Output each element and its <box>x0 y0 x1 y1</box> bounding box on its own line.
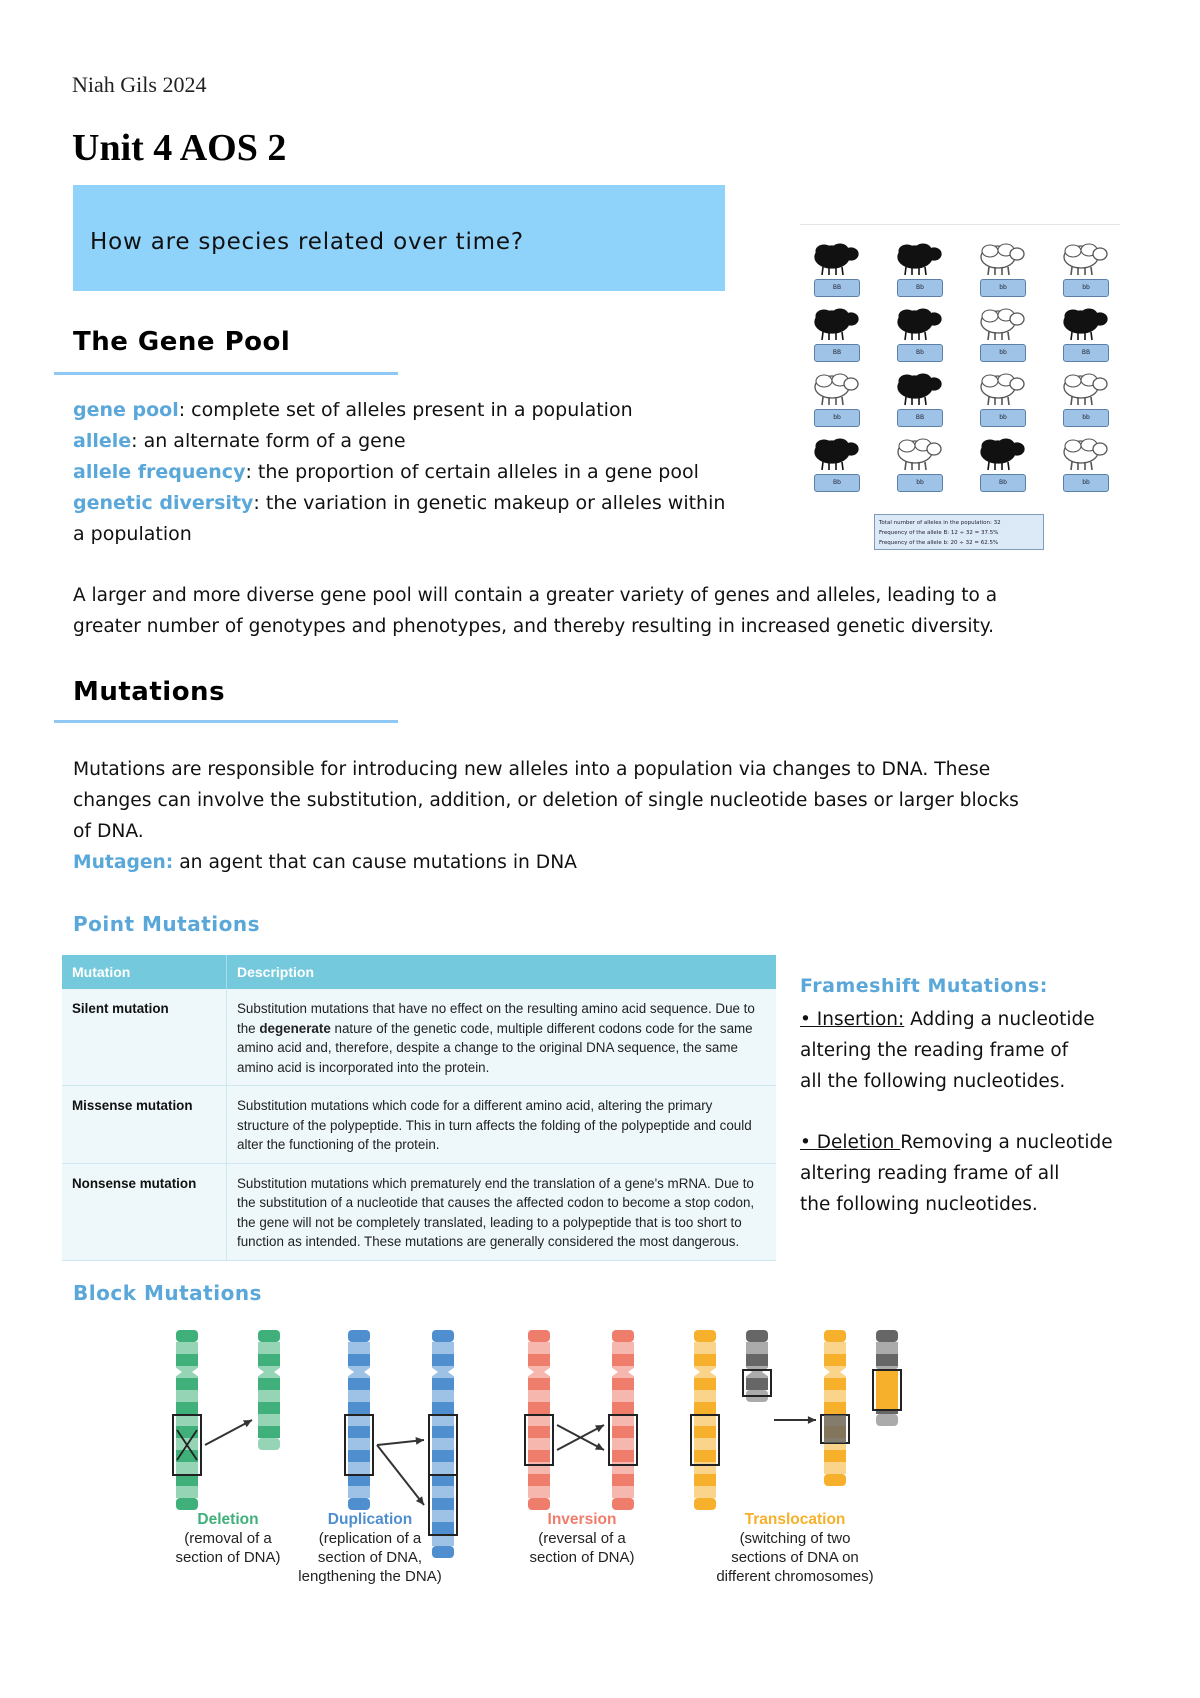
chromosome-band <box>694 1438 716 1450</box>
genotype-label: Bb <box>814 474 860 492</box>
chromosome-band <box>348 1498 370 1510</box>
chromosome-band <box>694 1330 716 1342</box>
deletion-result-chromosome <box>257 1330 281 1450</box>
chromosome-band <box>694 1354 716 1366</box>
inversion-original-chromosome <box>527 1330 551 1510</box>
chromosome-band <box>258 1426 280 1438</box>
genotype-label: bb <box>980 409 1026 427</box>
chromosome-band <box>824 1354 846 1366</box>
chromosome-band <box>348 1378 370 1390</box>
definition-allele-frequency: allele frequency: the proportion of certain alleles in a gene pool <box>73 461 699 483</box>
chromosome-band <box>432 1462 454 1474</box>
chromosome-band <box>612 1402 634 1414</box>
chromosome-band <box>612 1486 634 1498</box>
mutations-heading: Mutations <box>73 677 226 707</box>
gene-pool-heading: The Gene Pool <box>73 327 291 357</box>
sheep-black-icon <box>893 367 949 429</box>
chromosome-band <box>746 1354 768 1366</box>
definition-genetic-diversity: genetic diversity: the variation in genetic makeup or alleles within <box>73 492 726 514</box>
genotype-label: BB <box>897 409 943 427</box>
chromosome-band <box>612 1354 634 1366</box>
chromosome-band <box>694 1378 716 1390</box>
genotype-label: Bb <box>897 279 943 297</box>
chromosome-band <box>612 1378 634 1390</box>
chromosome-band <box>528 1354 550 1366</box>
chromosome-band <box>348 1426 370 1438</box>
chromosome-band <box>612 1426 634 1438</box>
chromosome-band <box>258 1402 280 1414</box>
genotype-label: bb <box>1063 279 1109 297</box>
definition-gene-pool: gene pool: complete set of alleles present in a population <box>73 399 633 421</box>
chromosome-band <box>694 1402 716 1414</box>
translocation-chromosome-1 <box>693 1330 717 1510</box>
definition-allele: allele: an alternate form of a gene <box>73 430 406 452</box>
chromosome-band <box>176 1330 198 1342</box>
chromosome-band <box>432 1354 454 1366</box>
chromosome-band <box>176 1390 198 1402</box>
chromosome-band <box>348 1354 370 1366</box>
chromosome-band <box>176 1486 198 1498</box>
chromosome-band <box>612 1330 634 1342</box>
mutations-underline <box>54 720 398 723</box>
page-title: Unit 4 AOS 2 <box>72 127 287 169</box>
chromosome-band <box>694 1474 716 1486</box>
chromosome-band <box>824 1342 846 1354</box>
chromosome-band <box>876 1414 898 1426</box>
chromosome-band <box>694 1390 716 1402</box>
chromosome-band <box>528 1426 550 1438</box>
sheep-black-icon <box>1059 302 1115 364</box>
chromosome-band <box>612 1450 634 1462</box>
caption-duplication: Duplication (replication of a section of DNA, lengthening the DNA) <box>298 1511 442 1585</box>
sheep-white-icon <box>1059 432 1115 494</box>
chromosome-band <box>876 1342 898 1354</box>
chromosome-band <box>432 1342 454 1354</box>
genotype-label: bb <box>980 279 1026 297</box>
chromosome-band <box>612 1462 634 1474</box>
sheep-black-icon <box>810 302 866 364</box>
genotype-label: BB <box>1063 344 1109 362</box>
point-mutations-heading: Point Mutations <box>73 912 261 936</box>
column-header-description: Description <box>227 955 777 989</box>
chromosome-band <box>528 1498 550 1510</box>
chromosome-band <box>432 1402 454 1414</box>
caption-translocation: Translocation (switching of two sections of DNA on different chromosomes) <box>716 1511 874 1585</box>
inversion-result-chromosome <box>611 1330 635 1510</box>
chromosome-band <box>432 1450 454 1462</box>
sheep-white-icon <box>810 367 866 429</box>
chromosome-band <box>258 1342 280 1354</box>
chromosome-band <box>876 1330 898 1342</box>
chromosome-band <box>432 1426 454 1438</box>
chromosome-band <box>528 1330 550 1342</box>
frameshift-section: Frameshift Mutations: • Insertion: Adding a nucleotide altering the reading frame of all the following nucleotides. • Deletion Removing a nucleotide altering reading frame of all the following nucleotides. <box>800 971 1190 1220</box>
frameshift-heading: Frameshift Mutations: <box>800 975 1048 997</box>
chromosome-band <box>432 1498 454 1510</box>
definition-continuation: a population <box>73 523 192 545</box>
chromosome-band <box>824 1330 846 1342</box>
definitions-list <box>73 395 793 550</box>
chromosome-band <box>612 1498 634 1510</box>
sheep-white-icon <box>976 237 1032 299</box>
sheep-black-icon <box>810 237 866 299</box>
genotype-label: Bb <box>980 474 1026 492</box>
chromosome-band <box>612 1474 634 1486</box>
insertion-definition: • Insertion: Adding a nucleotide <box>800 1009 1095 1030</box>
genotype-label: bb <box>980 344 1026 362</box>
chromosome-band <box>348 1330 370 1342</box>
chromosome-band <box>432 1330 454 1342</box>
caption-inversion: Inversion (reversal of a section of DNA) <box>529 1511 635 1566</box>
sheep-black-icon <box>976 432 1032 494</box>
question-banner <box>73 185 725 291</box>
mutagen-definition: Mutagen: an agent that can cause mutations in DNA <box>73 852 577 873</box>
sheep-figure-top-line <box>800 224 1120 225</box>
chromosome-band <box>694 1486 716 1498</box>
chromosome-band <box>528 1438 550 1450</box>
chromosome-band <box>746 1342 768 1354</box>
chromosome-band <box>348 1390 370 1402</box>
chromosome-band <box>258 1354 280 1366</box>
chromosome-band <box>176 1498 198 1510</box>
chromosome-band <box>432 1438 454 1450</box>
chromosome-band <box>824 1462 846 1474</box>
sheep-white-icon <box>976 367 1032 429</box>
chromosome-band <box>348 1342 370 1354</box>
chromosome-band <box>528 1462 550 1474</box>
genotype-label: bb <box>1063 474 1109 492</box>
genotype-label: bb <box>814 409 860 427</box>
table-row: Silent mutation Substitution mutations that have no effect on the resulting amino acid sequence. Due to the degenerate nature of the genetic code, multiple different codons code for the same amino acid and, therefore, despite a change to the original DNA sequence, the same amino acid is incorporated into the protein. <box>62 989 776 1086</box>
chromosome-band <box>258 1438 280 1450</box>
chromosome-band <box>528 1474 550 1486</box>
swapped-grey-segment <box>824 1415 846 1443</box>
chromosome-band <box>432 1486 454 1498</box>
chromosome-band <box>612 1390 634 1402</box>
chromosome-band <box>746 1330 768 1342</box>
chromosome-band <box>824 1390 846 1402</box>
chromosome-band <box>348 1402 370 1414</box>
mutations-paragraph: Mutations are responsible for introducing new alleles into a population via changes to DNA. These changes can involve the substitution, addition, or deletion of single nucleotide bases or larger blocks of DNA. Mutagen: an agent that can cause mutations in DNA <box>73 754 1188 878</box>
chromosome-band <box>824 1474 846 1486</box>
sheep-allele-figure <box>800 224 1120 556</box>
sheep-black-icon <box>893 237 949 299</box>
table-row: Missense mutation Substitution mutations which code for a different amino acid, altering the primary structure of the polypeptide. This in turn affects the folding of the polypeptide and could alter the functioning of the protein. <box>62 1086 776 1164</box>
chromosome-band <box>258 1378 280 1390</box>
chromosome-band <box>176 1462 198 1474</box>
chromosome-band <box>612 1342 634 1354</box>
sheep-black-icon <box>810 432 866 494</box>
point-mutations-table <box>62 955 776 1261</box>
author-name: Niah Gils 2024 <box>72 72 207 97</box>
block-mutations-heading: Block Mutations <box>73 1281 262 1305</box>
chromosome-band <box>746 1378 768 1390</box>
genotype-label: bb <box>897 474 943 492</box>
chromosome-band <box>528 1378 550 1390</box>
sheep-black-icon <box>893 302 949 364</box>
deletion-original-chromosome <box>175 1330 199 1510</box>
sheep-white-icon <box>976 302 1032 364</box>
duplication-original-chromosome <box>347 1330 371 1510</box>
banner-text: How are species related over time? <box>90 229 524 255</box>
chromosome-band <box>432 1378 454 1390</box>
genotype-label: Bb <box>897 344 943 362</box>
genotype-label: bb <box>1063 409 1109 427</box>
chromosome-band <box>694 1426 716 1438</box>
chromosome-band <box>432 1390 454 1402</box>
chromosome-band <box>694 1462 716 1474</box>
sheep-white-icon <box>893 432 949 494</box>
chromosome-band <box>694 1342 716 1354</box>
chromosome-band <box>612 1438 634 1450</box>
chromosome-band <box>348 1462 370 1474</box>
sheep-white-icon <box>1059 237 1115 299</box>
column-header-mutation: Mutation <box>62 955 227 989</box>
chromosome-band <box>528 1402 550 1414</box>
chromosome-band <box>694 1498 716 1510</box>
chromosome-band <box>528 1450 550 1462</box>
genotype-label: BB <box>814 279 860 297</box>
caption-deletion: Deletion (removal of a section of DNA) <box>175 1511 281 1566</box>
chromosome-band <box>348 1486 370 1498</box>
genotype-label: BB <box>814 344 860 362</box>
chromosome-band <box>528 1342 550 1354</box>
chromosome-band <box>824 1378 846 1390</box>
gene-pool-underline <box>54 372 398 375</box>
chromosome-band <box>176 1354 198 1366</box>
chromosome-band <box>258 1390 280 1402</box>
table-row: Nonsense mutation Substitution mutations which prematurely end the translation of a gene's mRNA. Due to the substitution of a nucleotide that causes the affected codon to become a stop codon, the gene will not be completely translated, leading to a polypeptide that is too short to function as intended. These mutations are generally considered the most dangerous. <box>62 1163 776 1260</box>
allele-frequency-box: Total number of alleles in the population: 32 Frequency of the allele B: 12 ÷ 32 = 37.5% Frequency of the allele b: 20 ÷ 32 = 62.5% <box>874 514 1044 550</box>
gene-pool-paragraph: A larger and more diverse gene pool will contain a greater variety of genes and alleles, leading to a greater number of genotypes and phenotypes, and thereby resulting in increased genetic diversity. <box>73 585 998 637</box>
chromosome-band <box>694 1450 716 1462</box>
chromosome-band <box>258 1330 280 1342</box>
chromosome-band <box>176 1378 198 1390</box>
chromosome-band <box>824 1402 846 1414</box>
swapped-yellow-segment <box>876 1370 898 1410</box>
chromosome-band <box>258 1414 280 1426</box>
chromosome-band <box>176 1402 198 1414</box>
table-header-row <box>62 955 776 989</box>
translocation-result-1 <box>823 1330 847 1486</box>
arrow-head <box>808 1416 816 1424</box>
translocation-chromosome-2 <box>745 1330 769 1402</box>
chromosome-band <box>348 1450 370 1462</box>
arrow-line <box>377 1445 424 1505</box>
chromosome-band <box>528 1486 550 1498</box>
chromosome-band <box>824 1450 846 1462</box>
chromosome-band <box>528 1390 550 1402</box>
chromosome-band <box>176 1342 198 1354</box>
deletion-definition: • Deletion Removing a nucleotide <box>800 1132 1113 1153</box>
chromosome-band <box>348 1438 370 1450</box>
sheep-white-icon <box>1059 367 1115 429</box>
chromosome-band <box>876 1354 898 1366</box>
